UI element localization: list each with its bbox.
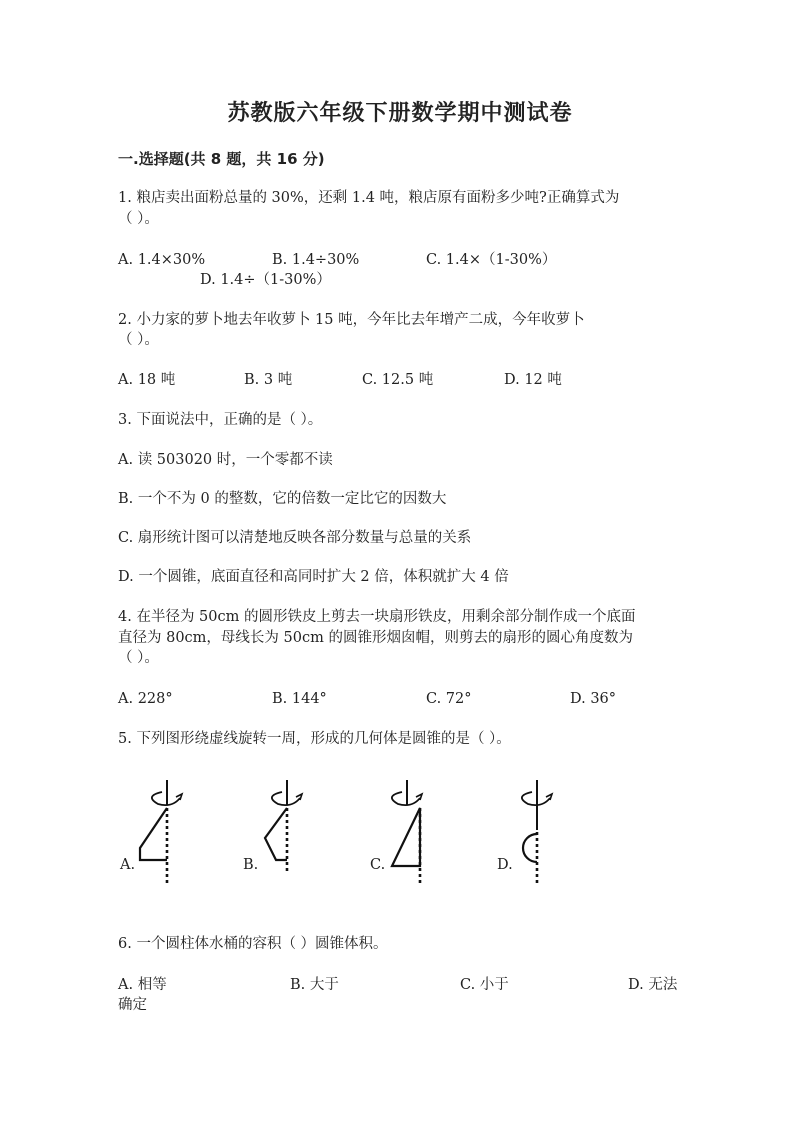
figure-label-b[interactable]: B. (243, 857, 259, 873)
question-1-option-d[interactable]: D. 1.4÷（1-30%） (200, 272, 331, 288)
question-6-option-a[interactable]: A. 相等 (118, 977, 167, 993)
question-4-option-a[interactable]: A. 228° (118, 691, 173, 707)
figure-label-a[interactable]: A. (120, 857, 136, 873)
question-2-option-d[interactable]: D. 12 吨 (504, 372, 562, 388)
question-2-line-2: （ ）。 (118, 332, 159, 348)
question-4-option-d[interactable]: D. 36° (570, 691, 617, 707)
figure-a[interactable] (140, 780, 182, 886)
question-6-option-d-continued: 确定 (118, 997, 147, 1013)
question-6-option-b[interactable]: B. 大于 (290, 977, 339, 993)
page-title: 苏教版六年级下册数学期中测试卷 (227, 101, 573, 126)
question-2-option-a[interactable]: A. 18 吨 (118, 372, 176, 388)
question-5-line-1: 5. 下列图形绕虚线旋转一周，形成的几何体是圆锥的是（ ）。 (118, 731, 511, 747)
question-1-line-1: 1. 粮店卖出面粉总量的 30%，还剩 1.4 吨，粮店原有面粉多少吨?正确算式为 (118, 190, 620, 206)
question-1-line-2: （ ）。 (118, 211, 159, 227)
question-4-line-2: 直径为 80cm，母线长为 50cm 的圆锥形烟囱帽，则剪去的扇形的圆心角度数为 (118, 630, 633, 646)
figure-label-d[interactable]: D. (497, 857, 513, 873)
question-3-option-a[interactable]: A. 读 503020 时，一个零都不读 (118, 452, 333, 468)
question-3-option-b[interactable]: B. 一个不为 0 的整数，它的倍数一定比它的因数大 (118, 491, 447, 507)
figure-c[interactable] (392, 780, 422, 886)
question-1-option-a[interactable]: A. 1.4×30% (118, 252, 206, 268)
question-2-option-c[interactable]: C. 12.5 吨 (362, 372, 434, 388)
figure-label-c[interactable]: C. (370, 857, 386, 873)
question-3-option-c[interactable]: C. 扇形统计图可以清楚地反映各部分数量与总量的关系 (118, 530, 472, 546)
question-4-line-1: 4. 在半径为 50cm 的圆形铁皮上剪去一块扇形铁皮，用剩余部分制作成一个底面 (118, 609, 636, 625)
question-2-option-b[interactable]: B. 3 吨 (244, 372, 293, 388)
figure-d[interactable] (522, 780, 552, 886)
question-4-line-3: （ ）。 (118, 650, 159, 666)
rotation-figures (110, 770, 570, 895)
question-4-option-b[interactable]: B. 144° (272, 691, 327, 707)
question-1-option-b[interactable]: B. 1.4÷30% (272, 252, 360, 268)
question-6-option-d[interactable]: D. 无法 (628, 977, 678, 993)
figure-b[interactable] (265, 780, 302, 874)
question-3-option-d[interactable]: D. 一个圆锥，底面直径和高同时扩大 2 倍，体积就扩大 4 倍 (118, 569, 509, 585)
question-2-line-1: 2. 小力家的萝卜地去年收萝卜 15 吨，今年比去年增产二成，今年收萝卜 (118, 312, 585, 328)
question-6-line-1: 6. 一个圆柱体水桶的容积（ ）圆锥体积。 (118, 936, 388, 952)
question-4-option-c[interactable]: C. 72° (426, 691, 472, 707)
question-6-option-c[interactable]: C. 小于 (460, 977, 509, 993)
question-1-option-c[interactable]: C. 1.4×（1-30%） (426, 252, 557, 268)
section-heading: 一.选择题(共 8 题，共 16 分) (118, 150, 325, 168)
question-3-line-1: 3. 下面说法中，正确的是（ ）。 (118, 412, 323, 428)
